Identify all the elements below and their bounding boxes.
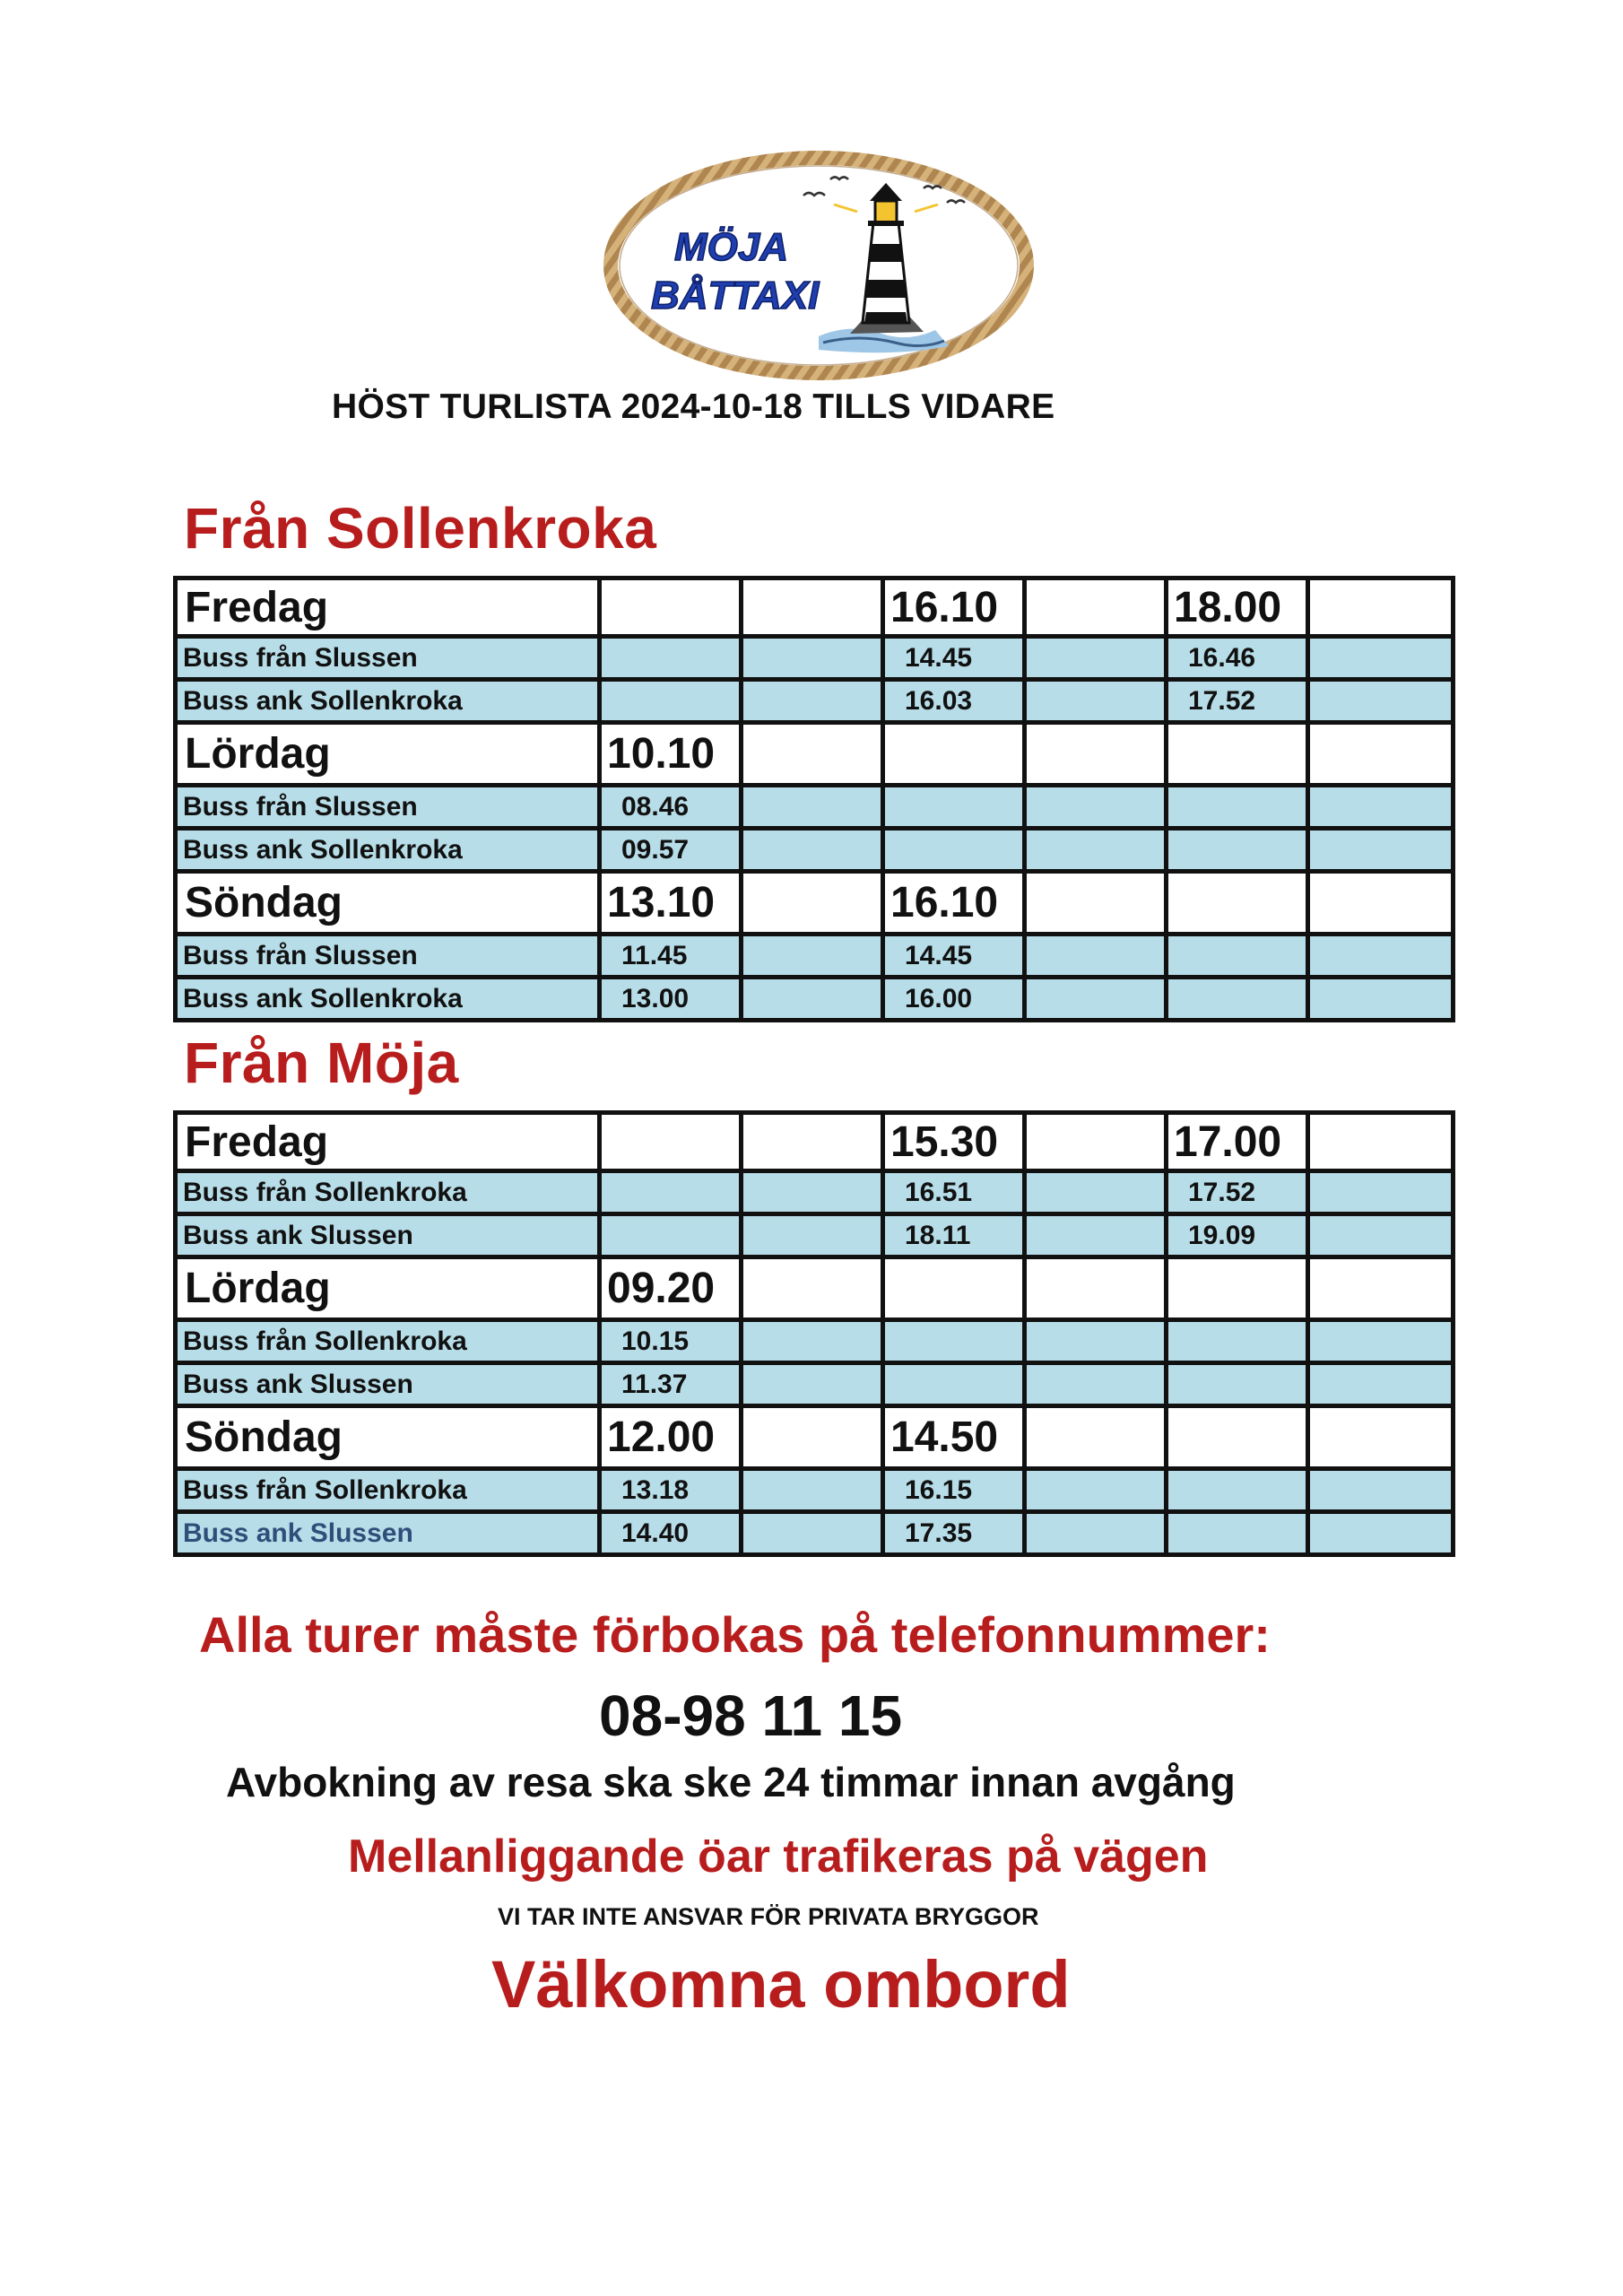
bus-time <box>1310 682 1455 725</box>
departure-time <box>1168 1408 1310 1471</box>
bus-time <box>743 682 885 725</box>
bus-time <box>743 1471 885 1514</box>
bus-time <box>1027 1173 1168 1216</box>
departure-time: 10.10 <box>602 725 743 787</box>
bus-time <box>743 639 885 682</box>
bus-time: 16.15 <box>885 1471 1027 1514</box>
bus-time <box>743 936 885 979</box>
departure-time <box>1310 1259 1455 1322</box>
bus-time <box>1168 1514 1310 1557</box>
day-row <box>173 1408 1455 1471</box>
bus-time <box>1310 1173 1455 1216</box>
bus-time <box>1310 831 1455 874</box>
departure-time <box>743 576 885 639</box>
departure-time <box>1027 1110 1168 1173</box>
logo-graphic <box>599 144 1038 387</box>
bus-label: Buss ank Sollenkroka <box>173 682 602 725</box>
bus-time <box>1310 979 1455 1022</box>
timetable-from-moja <box>173 1110 1455 1557</box>
bus-row <box>173 639 1455 682</box>
bus-time: 10.15 <box>602 1322 743 1365</box>
bus-row <box>173 831 1455 874</box>
bus-label: Buss från Sollenkroka <box>173 1173 602 1216</box>
bus-time <box>885 1365 1027 1408</box>
departure-time: 12.00 <box>602 1408 743 1471</box>
bus-row <box>173 1514 1455 1557</box>
bus-time <box>1027 979 1168 1022</box>
bus-time <box>885 1322 1027 1365</box>
bus-time <box>1027 936 1168 979</box>
bus-time <box>1310 1216 1455 1259</box>
bus-time <box>743 979 885 1022</box>
booking-notice: Alla turer måste förbokas på telefonnummer: <box>199 1606 1271 1663</box>
day-row <box>173 874 1455 936</box>
logo-text-line2: BÅTTAXI <box>651 274 820 317</box>
day-label: Lördag <box>173 725 602 787</box>
bus-label: Buss från Slussen <box>173 787 602 831</box>
departure-time <box>885 1259 1027 1322</box>
bus-time <box>743 1216 885 1259</box>
bus-label: Buss från Sollenkroka <box>173 1471 602 1514</box>
bus-time: 09.57 <box>602 831 743 874</box>
bus-time <box>1027 1322 1168 1365</box>
bus-time <box>1310 1365 1455 1408</box>
bus-time: 14.40 <box>602 1514 743 1557</box>
departure-time <box>1027 1259 1168 1322</box>
bus-time <box>1168 1322 1310 1365</box>
moja-battaxi-logo <box>599 144 1038 387</box>
bus-time <box>1168 979 1310 1022</box>
phone-number: 08-98 11 15 <box>599 1683 903 1748</box>
departure-time: 16.10 <box>885 576 1027 639</box>
bus-row <box>173 1322 1455 1365</box>
day-label: Söndag <box>173 874 602 936</box>
bus-time: 16.51 <box>885 1173 1027 1216</box>
bus-label: Buss ank Sollenkroka <box>173 831 602 874</box>
bus-time <box>602 682 743 725</box>
departure-time: 15.30 <box>885 1110 1027 1173</box>
section-heading-from-sollenkroka: Från Sollenkroka <box>184 496 657 561</box>
bus-time <box>1310 1322 1455 1365</box>
bus-time: 16.00 <box>885 979 1027 1022</box>
bus-row <box>173 1471 1455 1514</box>
bus-row <box>173 1365 1455 1408</box>
departure-time <box>1310 874 1455 936</box>
bus-time <box>743 1365 885 1408</box>
cancellation-notice: Avbokning av resa ska ske 24 timmar innan avgång <box>226 1759 1236 1805</box>
bus-time: 08.46 <box>602 787 743 831</box>
bus-time: 17.35 <box>885 1514 1027 1557</box>
bus-time <box>602 639 743 682</box>
bus-time <box>743 1514 885 1557</box>
departure-time <box>1027 874 1168 936</box>
bus-time: 13.18 <box>602 1471 743 1514</box>
day-row <box>173 1259 1455 1322</box>
departure-time <box>602 576 743 639</box>
bus-time: 11.37 <box>602 1365 743 1408</box>
bus-row <box>173 787 1455 831</box>
departure-time <box>1310 1408 1455 1471</box>
bus-time: 18.11 <box>885 1216 1027 1259</box>
bus-time <box>1027 831 1168 874</box>
islands-notice: Mellanliggande öar trafikeras på vägen <box>348 1831 1209 1883</box>
bus-time <box>1027 1471 1168 1514</box>
departure-time: 09.20 <box>602 1259 743 1322</box>
logo-text-line1: MÖJA <box>674 225 789 269</box>
departure-time: 14.50 <box>885 1408 1027 1471</box>
departure-time <box>743 1408 885 1471</box>
departure-time <box>1027 576 1168 639</box>
bus-time: 11.45 <box>602 936 743 979</box>
day-row <box>173 576 1455 639</box>
bus-time <box>1027 682 1168 725</box>
bus-time <box>602 1216 743 1259</box>
bus-time: 17.52 <box>1168 1173 1310 1216</box>
departure-time <box>1027 1408 1168 1471</box>
bus-label: Buss från Slussen <box>173 936 602 979</box>
bus-time <box>1027 787 1168 831</box>
bus-row <box>173 936 1455 979</box>
section-heading-from-moja: Från Möja <box>184 1031 459 1095</box>
bus-time: 16.03 <box>885 682 1027 725</box>
bus-time <box>1310 1514 1455 1557</box>
disclaimer: VI TAR INTE ANSVAR FÖR PRIVATA BRYGGOR <box>498 1903 1039 1930</box>
departure-time <box>602 1110 743 1173</box>
bus-time <box>743 831 885 874</box>
day-row <box>173 1110 1455 1173</box>
bus-label: Buss ank Sollenkroka <box>173 979 602 1022</box>
day-label: Söndag <box>173 1408 602 1471</box>
bus-time <box>1168 1365 1310 1408</box>
departure-time <box>1027 725 1168 787</box>
bus-time <box>743 1173 885 1216</box>
bus-time <box>1168 787 1310 831</box>
bus-row <box>173 1173 1455 1216</box>
bus-row <box>173 1216 1455 1259</box>
bus-label: Buss ank Slussen <box>173 1514 602 1557</box>
departure-time <box>1168 725 1310 787</box>
bus-time <box>1027 1514 1168 1557</box>
timetable-from-sollenkroka <box>173 576 1455 1022</box>
bus-time <box>885 831 1027 874</box>
departure-time: 13.10 <box>602 874 743 936</box>
bus-label: Buss ank Slussen <box>173 1365 602 1408</box>
bus-time <box>1168 936 1310 979</box>
departure-time <box>1310 576 1455 639</box>
departure-time <box>1310 725 1455 787</box>
bus-time: 17.52 <box>1168 682 1310 725</box>
bus-time <box>1310 787 1455 831</box>
bus-label: Buss från Slussen <box>173 639 602 682</box>
bus-time <box>1168 831 1310 874</box>
bus-row <box>173 682 1455 725</box>
departure-time <box>743 874 885 936</box>
document-title: HÖST TURLISTA 2024-10-18 TILLS VIDARE <box>332 387 1055 426</box>
departure-time <box>1168 874 1310 936</box>
bus-time <box>602 1173 743 1216</box>
bus-row <box>173 979 1455 1022</box>
day-label: Lördag <box>173 1259 602 1322</box>
bus-time <box>1027 1216 1168 1259</box>
bus-time <box>1027 639 1168 682</box>
departure-time: 18.00 <box>1168 576 1310 639</box>
departure-time: 16.10 <box>885 874 1027 936</box>
bus-time <box>1310 936 1455 979</box>
departure-time <box>743 725 885 787</box>
bus-time <box>1027 1365 1168 1408</box>
bus-label: Buss ank Slussen <box>173 1216 602 1259</box>
bus-time <box>1168 1471 1310 1514</box>
bus-time: 16.46 <box>1168 639 1310 682</box>
welcome-message: Välkomna ombord <box>491 1947 1071 2022</box>
bus-time: 19.09 <box>1168 1216 1310 1259</box>
departure-time <box>743 1259 885 1322</box>
bus-time <box>1310 1471 1455 1514</box>
day-label: Fredag <box>173 576 602 639</box>
departure-time <box>885 725 1027 787</box>
bus-time <box>743 787 885 831</box>
bus-time: 14.45 <box>885 936 1027 979</box>
day-label: Fredag <box>173 1110 602 1173</box>
bus-label: Buss från Sollenkroka <box>173 1322 602 1365</box>
bus-time: 14.45 <box>885 639 1027 682</box>
departure-time: 17.00 <box>1168 1110 1310 1173</box>
bus-time <box>743 1322 885 1365</box>
departure-time <box>743 1110 885 1173</box>
bus-time <box>1310 639 1455 682</box>
day-row <box>173 725 1455 787</box>
bus-time <box>885 787 1027 831</box>
bus-time: 13.00 <box>602 979 743 1022</box>
departure-time <box>1310 1110 1455 1173</box>
departure-time <box>1168 1259 1310 1322</box>
